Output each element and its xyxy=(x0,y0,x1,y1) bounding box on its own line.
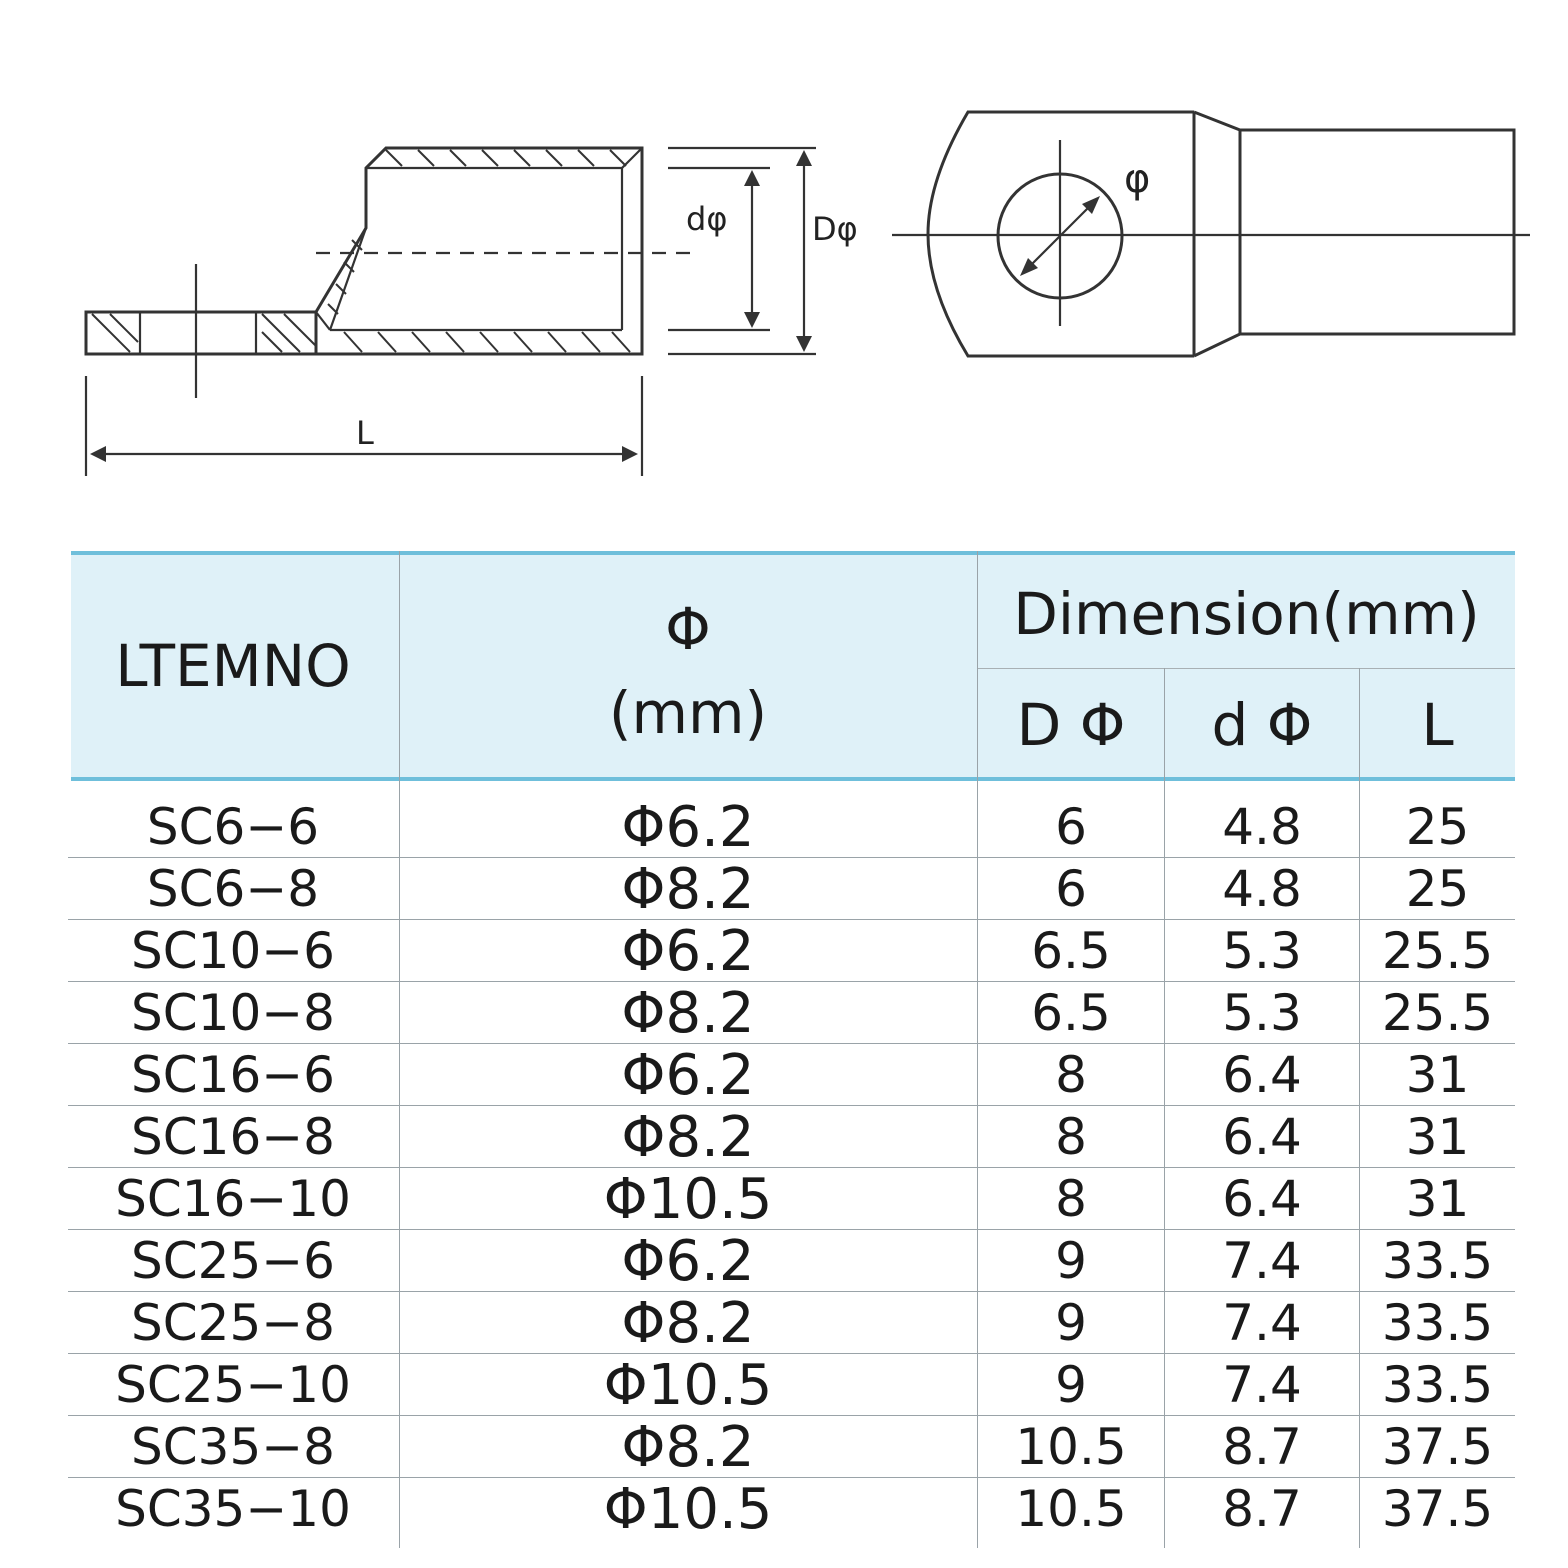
length-cell: 33.5 xyxy=(1381,1356,1494,1414)
length-label: L xyxy=(356,414,374,452)
model-cell: SC16−6 xyxy=(131,1046,335,1104)
hole-cell: Φ10.5 xyxy=(603,1352,773,1418)
hole-cell: Φ6.2 xyxy=(621,1042,755,1108)
hole-cell: Φ6.2 xyxy=(621,794,755,860)
inner-dia-cell: 4.8 xyxy=(1222,798,1302,856)
length-cell: 25 xyxy=(1405,798,1470,856)
header-inner-dia-label: d Φ xyxy=(1211,691,1313,759)
outer-dia-cell: 9 xyxy=(1055,1232,1087,1290)
length-cell: 31 xyxy=(1405,1170,1470,1228)
inner-dia-cell: 8.7 xyxy=(1222,1480,1302,1538)
table-row xyxy=(68,1106,1515,1168)
model-cell: SC10−6 xyxy=(131,922,335,980)
model-cell: SC25−10 xyxy=(115,1356,351,1414)
table-row xyxy=(68,1230,1515,1292)
header-model-label: LTEMNO xyxy=(115,632,351,700)
inner-dia-cell: 5.3 xyxy=(1222,922,1302,980)
hole-cell: Φ8.2 xyxy=(621,856,755,922)
outer-dia-cell: 6.5 xyxy=(1031,922,1111,980)
hole-cell: Φ6.2 xyxy=(621,918,755,984)
hatch-bottom-wall xyxy=(344,332,630,352)
outer-dia-cell: 10.5 xyxy=(1015,1418,1127,1476)
table-row xyxy=(68,796,1515,858)
length-cell: 37.5 xyxy=(1381,1480,1494,1538)
outer-dia-cell: 6 xyxy=(1055,860,1087,918)
outer-dia-cell: 6 xyxy=(1055,798,1087,856)
length-cell: 33.5 xyxy=(1381,1232,1494,1290)
model-cell: SC35−10 xyxy=(115,1480,351,1538)
length-cell: 31 xyxy=(1405,1108,1470,1166)
table-row xyxy=(68,1292,1515,1354)
length-cell: 33.5 xyxy=(1381,1294,1494,1352)
header-dimension-label: Dimension(mm) xyxy=(1013,580,1480,648)
inner-dia-cell: 7.4 xyxy=(1222,1232,1302,1290)
table-row xyxy=(68,1478,1515,1540)
inner-dia-cell: 5.3 xyxy=(1222,984,1302,1042)
header-outer-dia-label: D Φ xyxy=(1016,691,1126,759)
side-section-view xyxy=(86,148,858,476)
model-cell: SC25−6 xyxy=(131,1232,335,1290)
table-row xyxy=(68,1416,1515,1478)
outer-dia-cell: 10.5 xyxy=(1015,1480,1127,1538)
hole-cell: Φ10.5 xyxy=(603,1476,773,1542)
inner-dia-cell: 6.4 xyxy=(1222,1170,1302,1228)
inner-dia-cell: 4.8 xyxy=(1222,860,1302,918)
model-cell: SC35−8 xyxy=(131,1418,335,1476)
header-length-label: L xyxy=(1421,691,1454,759)
hatch-top-wall xyxy=(386,150,626,166)
length-cell: 31 xyxy=(1405,1046,1470,1104)
length-cell: 25 xyxy=(1405,860,1470,918)
table-row xyxy=(68,920,1515,982)
inner-diameter-label: dφ xyxy=(686,200,728,238)
table-body xyxy=(68,551,1515,1548)
model-cell: SC25−8 xyxy=(131,1294,335,1352)
table-row xyxy=(68,858,1515,920)
spec-table xyxy=(68,551,1515,1548)
outer-dia-cell: 9 xyxy=(1055,1356,1087,1414)
hole-cell: Φ8.2 xyxy=(621,1290,755,1356)
hole-diameter-label: φ xyxy=(1124,156,1151,202)
inner-dia-cell: 7.4 xyxy=(1222,1356,1302,1414)
length-cell: 25.5 xyxy=(1381,984,1494,1042)
outer-diameter-label: Dφ xyxy=(812,210,858,248)
length-cell: 37.5 xyxy=(1381,1418,1494,1476)
outer-dia-cell: 9 xyxy=(1055,1294,1087,1352)
front-view xyxy=(892,112,1530,356)
hole-cell: Φ8.2 xyxy=(621,1104,755,1170)
model-cell: SC16−8 xyxy=(131,1108,335,1166)
outer-dia-cell: 8 xyxy=(1055,1108,1087,1166)
model-cell: SC6−8 xyxy=(146,860,320,918)
hatch-tongue xyxy=(92,314,316,352)
inner-dia-cell: 7.4 xyxy=(1222,1294,1302,1352)
lug-technical-drawing xyxy=(0,0,1568,520)
outer-dia-cell: 8 xyxy=(1055,1046,1087,1104)
outer-dia-cell: 8 xyxy=(1055,1170,1087,1228)
table-row xyxy=(68,1168,1515,1230)
table-row xyxy=(68,1044,1515,1106)
header-hole-unit: (mm) xyxy=(608,679,768,747)
outer-dia-cell: 6.5 xyxy=(1031,984,1111,1042)
hole-cell: Φ10.5 xyxy=(603,1166,773,1232)
inner-dia-cell: 6.4 xyxy=(1222,1108,1302,1166)
header-hole-symbol: Φ xyxy=(665,595,711,663)
inner-dia-cell: 8.7 xyxy=(1222,1418,1302,1476)
hole-cell: Φ6.2 xyxy=(621,1228,755,1294)
inner-dia-cell: 6.4 xyxy=(1222,1046,1302,1104)
length-cell: 25.5 xyxy=(1381,922,1494,980)
table-row xyxy=(68,1354,1515,1416)
hole-cell: Φ8.2 xyxy=(621,1414,755,1480)
table-row xyxy=(68,982,1515,1044)
model-cell: SC10−8 xyxy=(131,984,335,1042)
model-cell: SC16−10 xyxy=(115,1170,351,1228)
model-cell: SC6−6 xyxy=(146,798,320,856)
hole-cell: Φ8.2 xyxy=(621,980,755,1046)
